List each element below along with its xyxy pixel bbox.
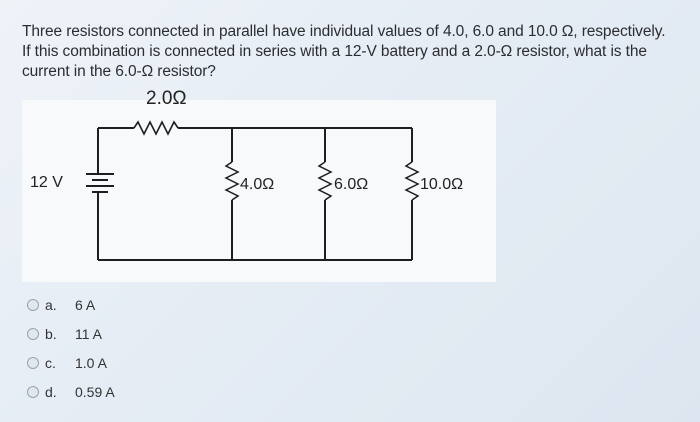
option-a-letter: a.	[45, 297, 57, 313]
resistor-10-symbol	[406, 162, 418, 200]
battery-label: 12 V	[30, 174, 63, 191]
resistor-4-symbol	[226, 162, 238, 200]
question-text	[22, 22, 682, 82]
option-c-letter: c.	[45, 355, 56, 371]
question-line-3: current in the 6.0-Ω resistor?	[22, 63, 216, 80]
resistor-6-symbol	[319, 162, 331, 200]
series-resistor-label: 2.0Ω	[146, 88, 187, 109]
radio-button-c[interactable]	[27, 357, 39, 369]
option-d-value: 0.59 A	[75, 384, 115, 400]
option-d-letter: d.	[45, 384, 57, 400]
question-line-2: If this combination is connected in series with a 12-V battery and a 2.0-Ω resistor, what is the	[22, 43, 647, 60]
option-d[interactable]	[27, 380, 115, 404]
option-b-letter: b.	[45, 326, 57, 342]
option-b[interactable]	[27, 322, 115, 346]
resistor-10-label: 10.0Ω	[420, 176, 464, 193]
option-b-value: 11 A	[75, 326, 102, 342]
question-line-1: Three resistors connected in parallel have individual values of 4.0, 6.0 and 10.0 Ω, respectively.	[22, 23, 666, 40]
option-c-value: 1.0 A	[75, 355, 107, 371]
option-c[interactable]	[27, 351, 115, 375]
series-resistor-symbol	[134, 122, 178, 134]
radio-button-d[interactable]	[27, 386, 39, 398]
resistor-4-label: 4.0Ω	[240, 176, 275, 193]
option-a[interactable]	[27, 293, 115, 317]
option-a-value: 6 A	[75, 297, 96, 313]
radio-button-b[interactable]	[27, 328, 39, 340]
answer-options	[27, 293, 115, 409]
radio-button-a[interactable]	[27, 299, 39, 311]
circuit-diagram	[22, 88, 496, 282]
resistor-6-label: 6.0Ω	[334, 176, 369, 193]
